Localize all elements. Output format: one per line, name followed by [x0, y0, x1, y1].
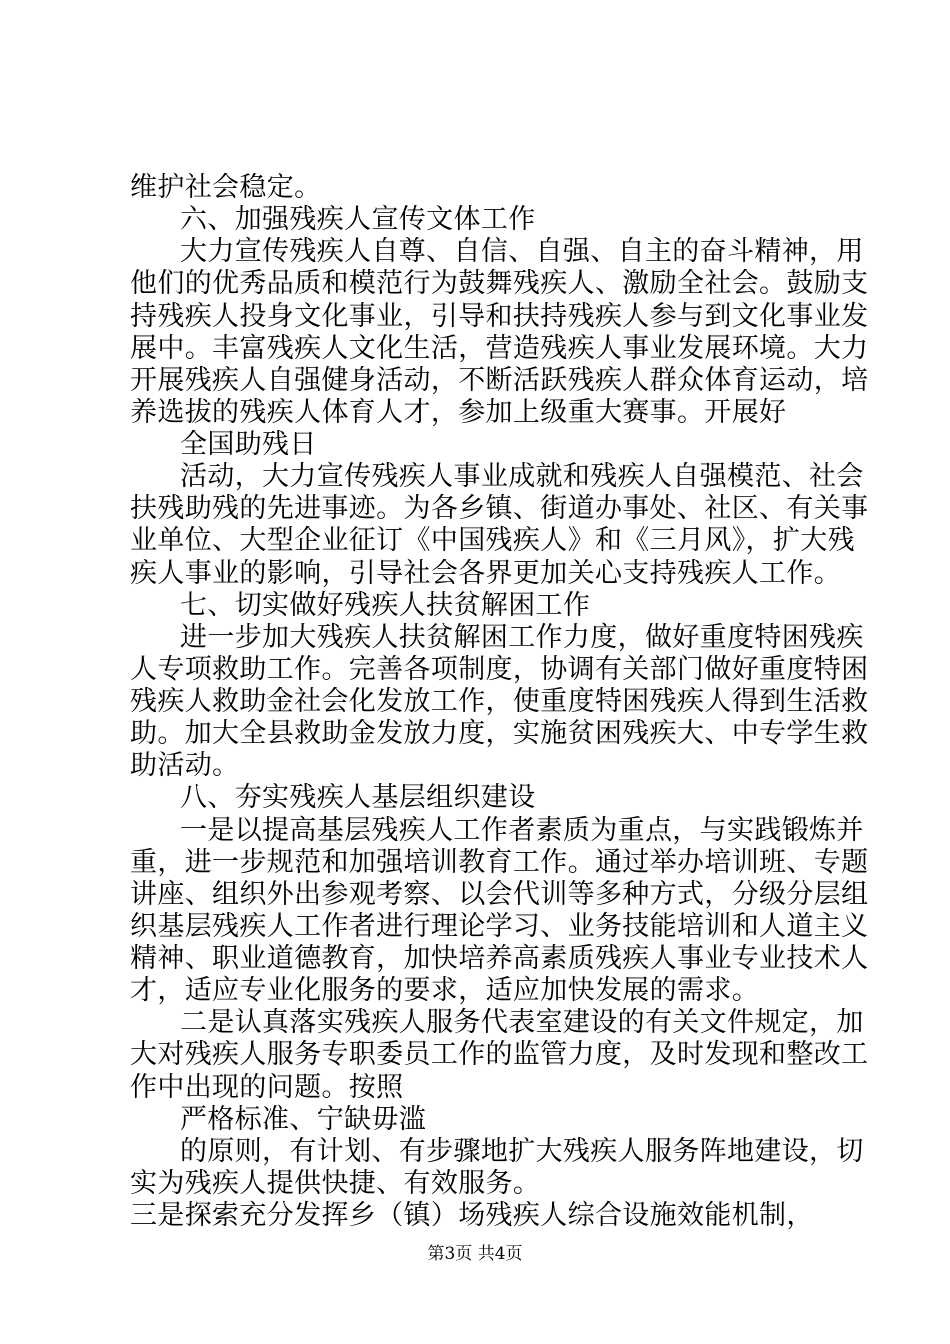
text-line: 严格标准、宁缺毋滥 — [180, 1103, 427, 1135]
text-line: 他们的优秀品质和模范行为鼓舞残疾人、激励全社会。鼓励支 — [130, 268, 869, 300]
text-line: 的原则，有计划、有步骤地扩大残疾人服务阵地建设，切 — [180, 1135, 864, 1167]
section-heading: 六、加强残疾人宣传文体工作 — [180, 204, 536, 236]
text-line: 重，进一步规范和加强培训教育工作。通过举办培训班、专题 — [130, 846, 869, 878]
text-line: 大对残疾人服务专职委员工作的监管力度，及时发现和整改工 — [130, 1039, 869, 1071]
text-line: 扶残助残的先进事迹。为各乡镇、街道办事处、社区、有关事 — [130, 493, 869, 525]
text-line: 人专项救助工作。完善各项制度，协调有关部门做好重度特困 — [130, 653, 869, 685]
text-line: 才，适应专业化服务的要求，适应加快发展的需求。 — [130, 975, 760, 1007]
text-line: 作中出现的问题。按照 — [130, 1071, 404, 1103]
section-heading: 八、夯实残疾人基层组织建设 — [180, 782, 536, 814]
text-line: 一是以提高基层残疾人工作者素质为重点，与实践锻炼并 — [180, 814, 864, 846]
text-line: 精神、职业道德教育，加快培养高素质残疾人事业专业技术人 — [130, 943, 869, 974]
section-heading: 七、切实做好残疾人扶贫解困工作 — [180, 589, 591, 621]
text-line: 进一步加大残疾人扶贫解困工作力度，做好重度特困残疾 — [180, 621, 864, 653]
text-line: 活动，大力宣传残疾人事业成就和残疾人自强模范、社会 — [180, 461, 864, 493]
text-line: 维护社会稳定。 — [130, 172, 322, 203]
text-line: 养选拔的残疾人体育人才，参加上级重大赛事。开展好 — [130, 396, 787, 428]
text-line: 展中。丰富残疾人文化生活，营造残疾人事业发展环境。大力 — [130, 332, 869, 364]
text-line: 残疾人救助金社会化发放工作，使重度特困残疾人得到生活救 — [130, 686, 869, 717]
text-line: 全国助残日 — [180, 429, 317, 460]
page-footer: 第3页 共4页 — [427, 1244, 523, 1264]
text-line: 助活动。 — [130, 750, 240, 782]
text-line: 织基层残疾人工作者进行理论学习、业务技能培训和人道主义 — [130, 910, 869, 942]
text-line: 疾人事业的影响，引导社会各界更加关心支持残疾人工作。 — [130, 557, 842, 589]
text-line: 实为残疾人提供快捷、有效服务。 — [130, 1167, 541, 1199]
text-line: 三是探索充分发挥乡（镇）场残疾人综合设施效能机制， — [130, 1200, 814, 1231]
text-line: 持残疾人投身文化事业，引导和扶持残疾人参与到文化事业发 — [130, 300, 869, 332]
text-line: 开展残疾人自强健身活动，不断活跃残疾人群众体育运动，培 — [130, 364, 869, 396]
text-line: 业单位、大型企业征订《中国残疾人》和《三月风》，扩大残 — [130, 525, 855, 557]
text-line: 助。加大全县救助金发放力度，实施贫困残疾大、中专学生救 — [130, 718, 869, 750]
text-line: 二是认真落实残疾人服务代表室建设的有关文件规定，加 — [180, 1007, 864, 1039]
text-line: 大力宣传残疾人自尊、自信、自强、自主的奋斗精神，用 — [180, 236, 864, 268]
text-line: 讲座、组织外出参观考察、以会代训等多种方式，分级分层组 — [130, 878, 869, 910]
